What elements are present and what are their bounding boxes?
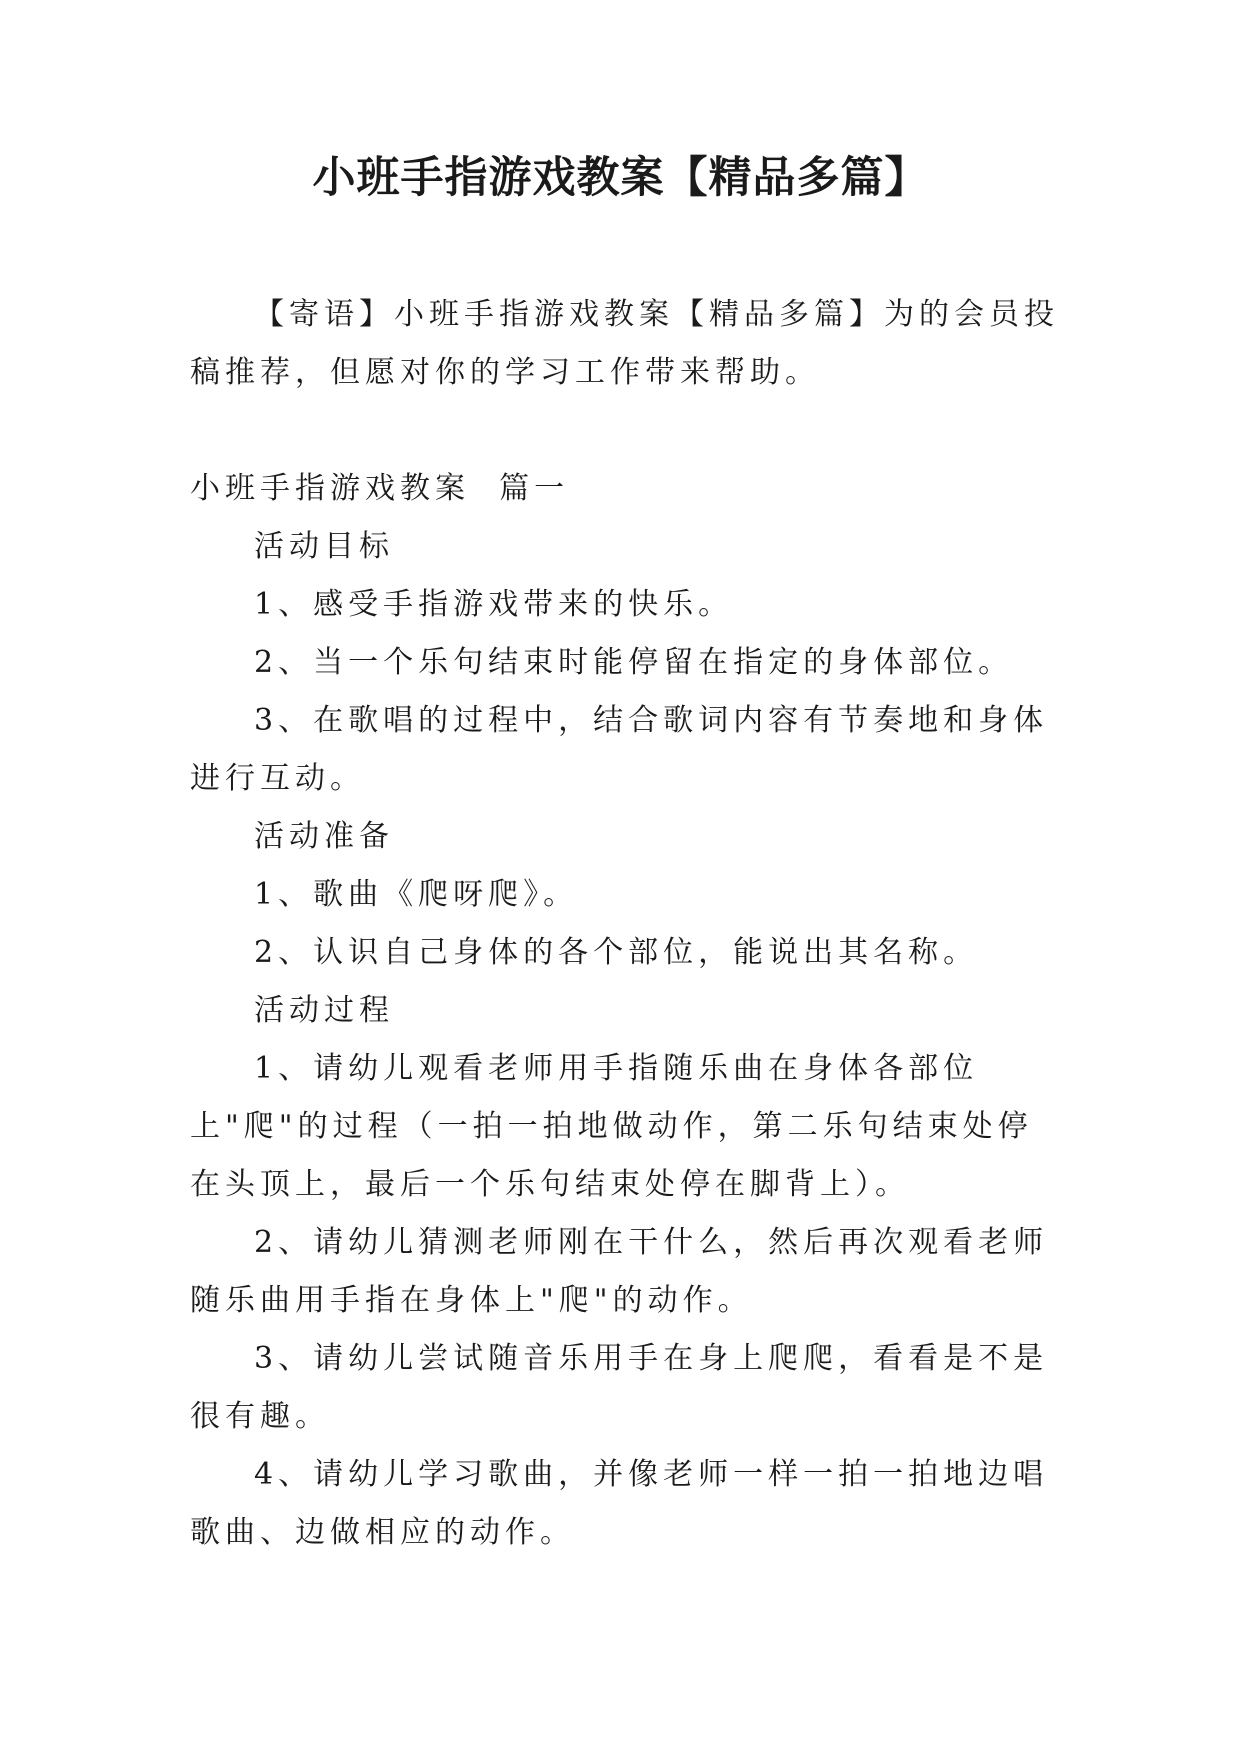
paragraph: 1、感受手指游戏带来的快乐。 [254,587,734,622]
document-title: 小班手指游戏教案【精品多篇】 [312,153,929,203]
paragraph: 2、当一个乐句结束时能停留在指定的身体部位。 [254,645,1014,680]
paragraph: 1、请幼儿观看老师用手指随乐曲在身体各部位上"爬"的过程（一拍一拍地做动作，第二乐句结束处停在头顶上，最后一个乐句结束处停在脚背上）。 [190,1051,1033,1202]
subheading-activity-goals: 活动目标 [254,529,394,564]
subheading-activity-preparation: 活动准备 [254,819,394,854]
intro-paragraph: 【寄语】小班手指游戏教案【精品多篇】为的会员投稿推荐，但愿对你的学习工作带来帮助。 [190,297,1059,390]
subheading-activity-process: 活动过程 [254,993,394,1028]
document-body [190,286,1060,1562]
paragraph: 2、请幼儿猜测老师刚在干什么，然后再次观看老师随乐曲用手指在身体上"爬"的动作。 [190,1225,1049,1318]
paragraph: 3、请幼儿尝试随音乐用手在身上爬爬，看看是不是很有趣。 [190,1341,1049,1434]
paragraph: 2、认识自己身体的各个部位，能说出其名称。 [254,935,979,970]
paragraph: 1、歌曲《爬呀爬》。 [254,877,579,912]
section-heading: 小班手指游戏教案 篇一 [190,471,570,506]
paragraph: 4、请幼儿学习歌曲，并像老师一样一拍一拍地边唱歌曲、边做相应的动作。 [190,1457,1049,1550]
paragraph: 3、在歌唱的过程中，结合歌词内容有节奏地和身体进行互动。 [190,703,1049,796]
